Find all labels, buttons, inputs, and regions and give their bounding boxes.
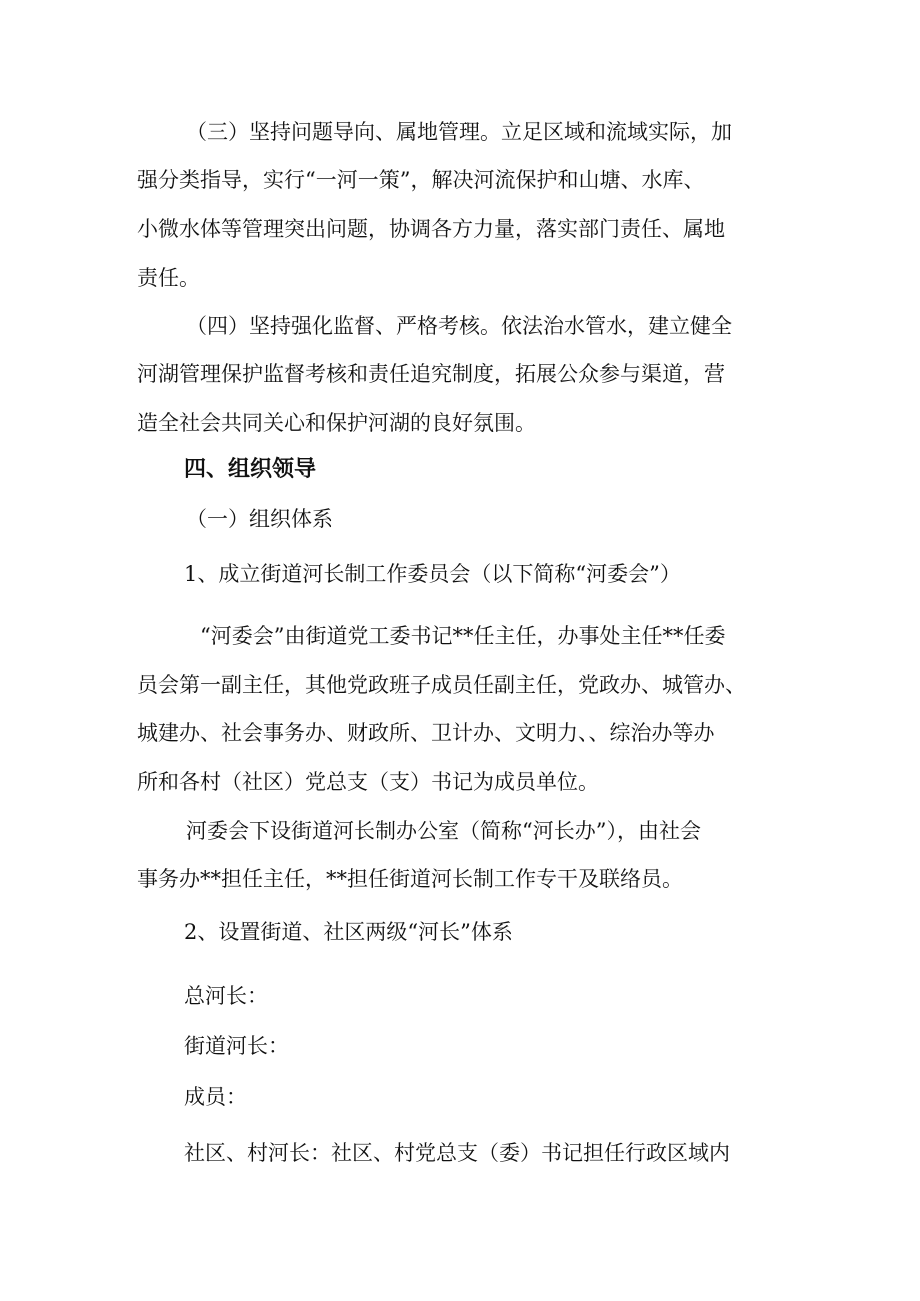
committee-line-3: 城建办、社会事务办、财政所、卫计办、文明力、、综治办等办: [137, 721, 715, 745]
subheading-org-system: （一）组织体系: [186, 507, 333, 531]
members-label: 成员：: [184, 1085, 247, 1109]
heading-organization: 四、组织领导: [184, 457, 317, 482]
item-2-title: 2、设置街道、社区两级“河长”体系: [184, 920, 513, 944]
office-line-1: 河委会下设街道河长制办公室（简称“河长办”），由社会: [186, 819, 701, 843]
section-3-line-3: 小微水体等管理突出问题，协调各方力量，落实部门责任、属地: [137, 217, 725, 241]
committee-line-1: “河委会”由街道党工委书记**任主任，办事处主任**任委: [200, 624, 726, 648]
section-3-line-1: （三）坚持问题导向、属地管理。立足区域和流域实际，加: [186, 120, 732, 144]
general-river-chief-label: 总河长：: [184, 984, 268, 1008]
item-1-title: 1、成立街道河长制工作委员会（以下简称“河委会”）: [184, 562, 681, 586]
community-river-chief-line: 社区、村河长：社区、村党总支（委）书记担任行政区域内: [184, 1141, 730, 1165]
section-4-line-3: 造全社会共同关心和保护河湖的良好氛围。: [137, 411, 536, 435]
committee-line-4: 所和各村（社区）党总支（支）书记为成员单位。: [137, 770, 599, 794]
section-4-line-2: 河湖管理保护监督考核和责任追究制度，拓展公众参与渠道，营: [137, 362, 725, 386]
committee-line-2: 员会第一副主任，其他党政班子成员任副主任，党政办、城管办、: [137, 673, 746, 697]
section-3-line-4: 责任。: [137, 266, 200, 290]
section-3-line-2: 强分类指导，实行“一河一策”，解决河流保护和山塘、水库、: [137, 168, 705, 192]
section-4-line-1: （四）坚持强化监督、严格考核。依法治水管水，建立健全: [186, 314, 732, 338]
street-river-chief-label: 街道河长：: [184, 1034, 289, 1058]
office-line-2: 事务办**担任主任，**担任街道河长制工作专干及联络员。: [137, 867, 683, 891]
